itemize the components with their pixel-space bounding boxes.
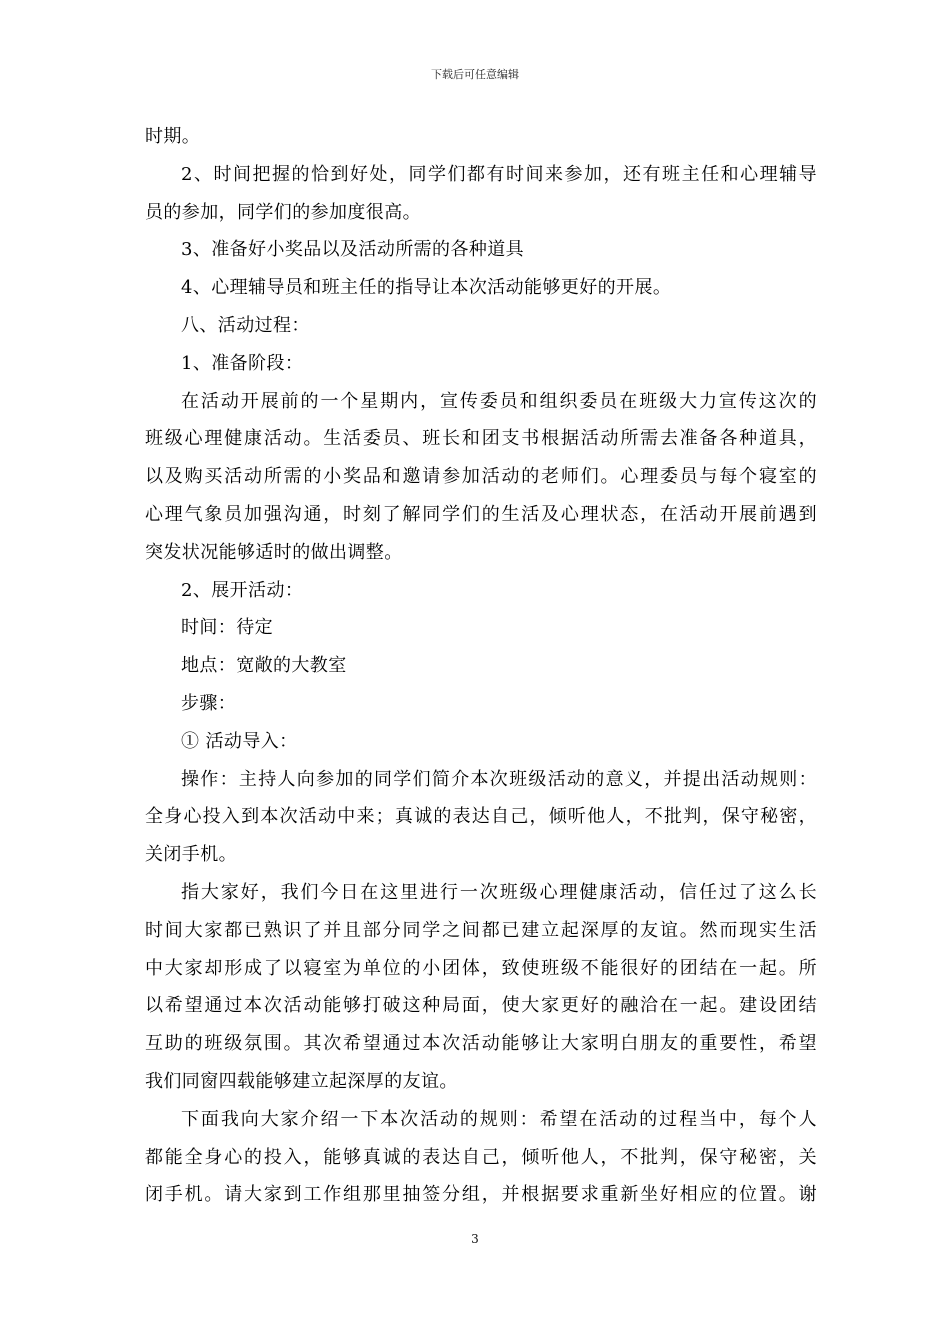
- text-line: 指大家好，我们今日在这里进行一次班级心理健康活动，信任过了这么长: [181, 881, 817, 903]
- text-line: 地点：宽敞的大教室: [181, 655, 347, 677]
- text-line: 时间：待定: [181, 617, 273, 639]
- text-line: 在活动开展前的一个星期内，宣传委员和组织委员在班级大力宣传这次的: [181, 390, 817, 412]
- subsection-heading: 2、展开活动：: [181, 579, 304, 601]
- text-line: 中大家却形成了以寝室为单位的小团体，致使班级不能很好的团结在一起。所: [145, 957, 817, 979]
- text-line: 突发状况能够适时的做出调整。: [145, 541, 403, 563]
- text-line: 员的参加，同学们的参加度很高。: [145, 201, 421, 223]
- subsection-heading: 1、准备阶段：: [181, 352, 304, 374]
- text-line: 都能全身心的投入，能够真诚的表达自己，倾听他人，不批判，保守秘密，关: [145, 1146, 817, 1168]
- text-line: 我们同窗四载能够建立起深厚的友谊。: [145, 1070, 458, 1092]
- text-line: 4、心理辅导员和班主任的指导让本次活动能够更好的开展。: [181, 277, 672, 299]
- text-line: 步骤：: [181, 692, 237, 714]
- text-line: 时期。: [145, 126, 201, 147]
- page-header: 下载后可任意编辑: [431, 68, 519, 81]
- text-line: 3、准备好小奖品以及活动所需的各种道具: [181, 239, 525, 261]
- text-line: 全身心投入到本次活动中来；真诚的表达自己，倾听他人，不批判，保守秘密，: [145, 806, 817, 828]
- text-line: 时间大家都已熟识了并且部分同学之间都已建立起深厚的友谊。然而现实生活: [145, 919, 817, 941]
- page-number: 3: [471, 1232, 479, 1246]
- text-line: ① 活动导入：: [181, 730, 298, 752]
- text-line: 关闭手机。: [145, 844, 237, 866]
- text-line: 互助的班级氛围。其次希望通过本次活动能够让大家明白朋友的重要性，希望: [145, 1033, 817, 1055]
- text-line: 2、时间把握的恰到好处，同学们都有时间来参加，还有班主任和心理辅导: [181, 163, 817, 185]
- text-line: 以及购买活动所需的小奖品和邀请参加活动的老师们。心理委员与每个寝室的: [145, 466, 817, 488]
- text-line: 以希望通过本次活动能够打破这种局面，使大家更好的融洽在一起。建设团结: [145, 995, 817, 1017]
- text-line: 闭手机。请大家到工作组那里抽签分组，并根据要求重新坐好相应的位置。谢: [145, 1184, 817, 1206]
- text-line: 操作：主持人向参加的同学们简介本次班级活动的意义，并提出活动规则：: [181, 768, 817, 790]
- section-heading: 八、活动过程：: [181, 314, 310, 336]
- document-body: [145, 118, 817, 1214]
- text-line: 心理气象员加强沟通，时刻了解同学们的生活及心理状态，在活动开展前遇到: [145, 503, 817, 525]
- text-line: 下面我向大家介绍一下本次活动的规则：希望在活动的过程当中，每个人: [181, 1108, 817, 1130]
- text-line: 班级心理健康活动。生活委员、班长和团支书根据活动所需去准备各种道具，: [145, 428, 817, 450]
